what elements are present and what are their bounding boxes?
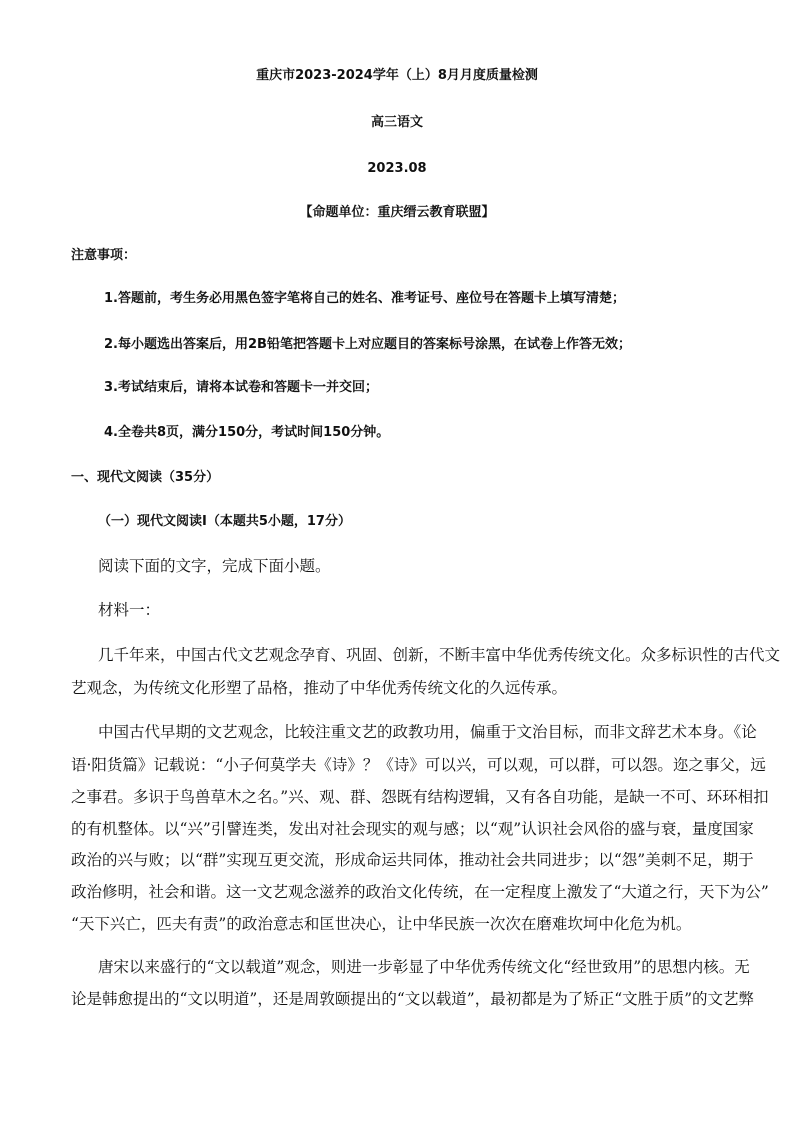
- reading-instruction: 阅读下面的文字，完成下面小题。: [98, 557, 331, 575]
- notice-heading: 注意事项：: [71, 248, 137, 263]
- material-label: 材料一：: [98, 601, 161, 619]
- paragraph-line: 中国古代早期的文艺观念，比较注重文艺的政教功用，偏重于文治目标，而非文辞艺术本身。《论: [98, 723, 757, 741]
- notice-item-2: 2.每小题选出答案后，用2B铅笔把答题卡上对应题目的答案标号涂黑，在试卷上作答无效；: [104, 337, 631, 352]
- paragraph-line: 艺观念，为传统文化形塑了品格，推动了中华优秀传统文化的久远传承。: [71, 679, 568, 697]
- paragraph-line: “天下兴亡，匹夫有责”的政治意志和匡世决心，让中华民族一次次在磨难坎坷中化危为机。: [71, 915, 692, 933]
- paragraph-line: 唐宋以来盛行的“文以载道”观念，则进一步彰显了中华优秀传统文化“经世致用”的思想内核。无: [98, 958, 750, 976]
- paragraph-line: 政治的兴与败；以“群”实现互更交流，形成命运共同体，推动社会共同进步；以“怨”美刺不足，期于: [71, 851, 754, 869]
- notice-item-3: 3.考试结束后，请将本试卷和答题卡一并交回；: [104, 380, 378, 395]
- section-heading: 一、现代文阅读（35分）: [71, 470, 220, 485]
- paragraph-line: 之事君。多识于鸟兽草木之名。”兴、观、群、怨既有结构逻辑，又有各自功能，是缺一不可、环环相扣: [71, 788, 769, 806]
- paragraph-line: 语·阳货篇》记载说：“小子何莫学夫《诗》？《诗》可以兴，可以观，可以群，可以怨。迩之事父，远: [71, 756, 766, 774]
- compiling-unit: 【命题单位：重庆缙云教育联盟】: [299, 205, 495, 220]
- paragraph-line: 几千年来，中国古代文艺观念孕育、巩固、创新，不断丰富中华优秀传统文化。众多标识性的古代文: [98, 646, 781, 664]
- paragraph-line: 政治修明，社会和谐。这一文艺观念滋养的政治文化传统，在一定程度上激发了“大道之行，天下为公”: [71, 883, 769, 901]
- exam-date: 2023.08: [367, 161, 427, 176]
- notice-item-1: 1.答题前，考生务必用黑色签字笔将自己的姓名、准考证号、座位号在答题卡上填写清楚；: [104, 291, 625, 306]
- paragraph-line: 的有机整体。以“兴”引譬连类，发出对社会现实的观与感；以“观”认识社会风俗的盛与衰，量度国家: [71, 820, 754, 838]
- subject-title: 高三语文: [370, 115, 423, 130]
- exam-title: 重庆市2023-2024学年（上）8月月度质量检测: [256, 68, 538, 83]
- paragraph-line: 论是韩愈提出的“文以明道”，还是周敦颐提出的“文以载道”，最初都是为了矫正“文胜于质”的文艺弊: [71, 990, 755, 1008]
- notice-item-4: 4.全卷共8页，满分150分，考试时间150分钟。: [104, 425, 390, 440]
- subsection-heading: （一）现代文阅读Ⅰ（本题共5小题，17分）: [98, 514, 351, 529]
